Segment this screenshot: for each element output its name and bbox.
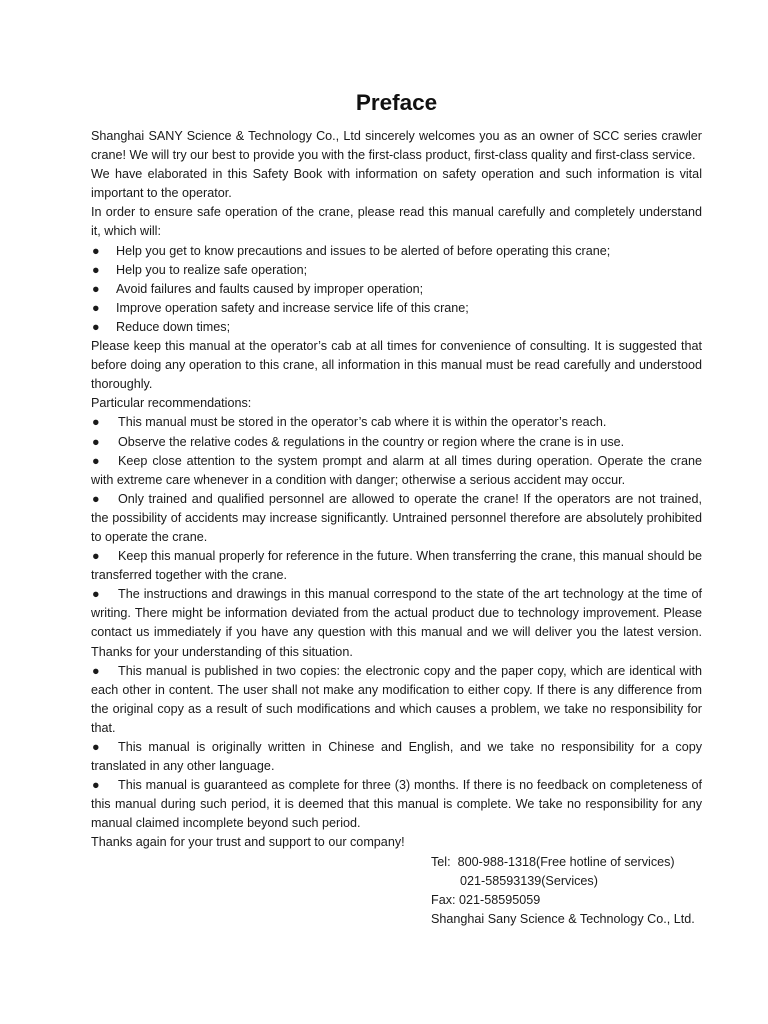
list-item-text: This manual must be stored in the operator’s cab where it is within the operator’s reach. bbox=[118, 415, 607, 430]
list-item-text: Only trained and qualified personnel are allowed to operate the crane! If the operators are not trained, the possibility of accidents may increase significantly. Untrained personnel therefore are absolutely prohibited to operate the crane. bbox=[91, 491, 702, 544]
document-page bbox=[91, 86, 702, 929]
list-item bbox=[91, 662, 702, 738]
company-name: Shanghai Sany Science & Technology Co., Ltd. bbox=[431, 911, 695, 926]
list-item bbox=[91, 261, 702, 280]
tel-hotline: 800-988-1318(Free hotline of services) bbox=[457, 854, 675, 869]
page-title: Preface bbox=[355, 90, 438, 115]
intro-paragraph-safety-book: We have elaborated in this Safety Book with information on safety operation and such information is vital important to the operator. bbox=[91, 167, 702, 201]
list-item bbox=[91, 433, 702, 452]
list-item-text: This manual is guaranteed as complete for three (3) months. If there is no feedback on completeness of this manual during such period, it is deemed that this manual is complete. We take no responsibility for any manual claimed incomplete beyond such period. bbox=[91, 778, 702, 831]
tel-label: Tel: bbox=[431, 854, 451, 869]
bullet-icon: ● bbox=[92, 778, 100, 793]
contact-block bbox=[431, 853, 702, 929]
list-item-text: Observe the relative codes & regulations in the country or region where the crane is in use. bbox=[118, 434, 625, 449]
list-item-text: Keep this manual properly for reference in the future. When transferring the crane, this manual should be transferred together with the crane. bbox=[91, 549, 702, 583]
list-item bbox=[91, 452, 702, 490]
list-item-text: Help you get to know precautions and issues to be alerted of before operating this crane; bbox=[116, 243, 611, 258]
bullet-icon: ● bbox=[92, 434, 100, 449]
tel-line bbox=[431, 853, 702, 872]
keep-manual-paragraph: Please keep this manual at the operator’s cab at all times for convenience of consulting. It is suggested that before doing any operation to this crane, all information in this manual must be read carefully and understood thoroughly. bbox=[91, 339, 702, 392]
list-item-text: This manual is originally written in Chinese and English, and we take no responsibility for a copy translated in any other language. bbox=[91, 740, 702, 774]
list-item-text: Avoid failures and faults caused by improper operation; bbox=[116, 281, 424, 296]
bullet-icon: ● bbox=[92, 453, 100, 468]
list-item bbox=[91, 280, 702, 299]
thanks-line: Thanks again for your trust and support to our company! bbox=[91, 835, 405, 850]
bullet-icon: ● bbox=[92, 262, 100, 277]
intro-paragraph-welcome: Shanghai SANY Science & Technology Co., Ltd sincerely welcomes you as an owner of SCC series crawler crane! We will try our best to provide you with the first-class product, first-class quality and first-class service. bbox=[91, 129, 702, 163]
list-item-text: Reduce down times; bbox=[116, 319, 231, 334]
bullet-icon: ● bbox=[92, 491, 100, 506]
list-item bbox=[91, 299, 702, 318]
list-item-text: The instructions and drawings in this manual correspond to the state of the art technology at the time of writing. There might be information deviated from the actual product due to technology improvement. Please contact us immediately if you have any question with this manual and we will deliver you the latest version. Thanks for your understanding of this situation. bbox=[91, 587, 702, 659]
bullet-icon: ● bbox=[92, 415, 100, 430]
list-item bbox=[91, 547, 702, 585]
benefits-list bbox=[91, 242, 702, 337]
bullet-icon: ● bbox=[92, 243, 100, 258]
bullet-icon: ● bbox=[92, 663, 100, 678]
bullet-icon: ● bbox=[92, 319, 100, 334]
bullet-icon: ● bbox=[92, 281, 100, 296]
list-item bbox=[91, 776, 702, 833]
intro-paragraph-ensure-safe-operation: In order to ensure safe operation of the crane, please read this manual carefully and completely understand it, which will: bbox=[91, 205, 702, 239]
bullet-icon: ● bbox=[92, 549, 100, 564]
list-item bbox=[91, 318, 702, 337]
list-item-text: Help you to realize safe operation; bbox=[116, 262, 308, 277]
tel-services: 021-58593139(Services) bbox=[460, 873, 598, 888]
bullet-icon: ● bbox=[92, 740, 100, 754]
list-item-text: Improve operation safety and increase service life of this crane; bbox=[116, 300, 469, 315]
list-item-text: This manual is published in two copies: the electronic copy and the paper copy, which are identical with each other in content. The user shall not make any modification to either copy. If there is any difference from the original copy as a result of such modifications and which causes a problem, we take no responsibility for that. bbox=[91, 663, 702, 735]
list-item bbox=[91, 585, 702, 661]
list-item bbox=[91, 738, 702, 776]
list-item bbox=[91, 413, 702, 432]
bullet-icon: ● bbox=[92, 587, 100, 602]
bullet-icon: ● bbox=[92, 300, 100, 315]
recommendations-list bbox=[91, 413, 702, 833]
list-item bbox=[91, 490, 702, 547]
list-item-text: Keep close attention to the system prompt and alarm at all times during operation. Operate the crane with extreme care whenever in a condition with danger; otherwise a serious accident may occur. bbox=[91, 453, 702, 487]
recommendations-heading: Particular recommendations: bbox=[91, 396, 252, 411]
list-item bbox=[91, 242, 702, 261]
fax-line: Fax: 021-58595059 bbox=[431, 892, 541, 907]
